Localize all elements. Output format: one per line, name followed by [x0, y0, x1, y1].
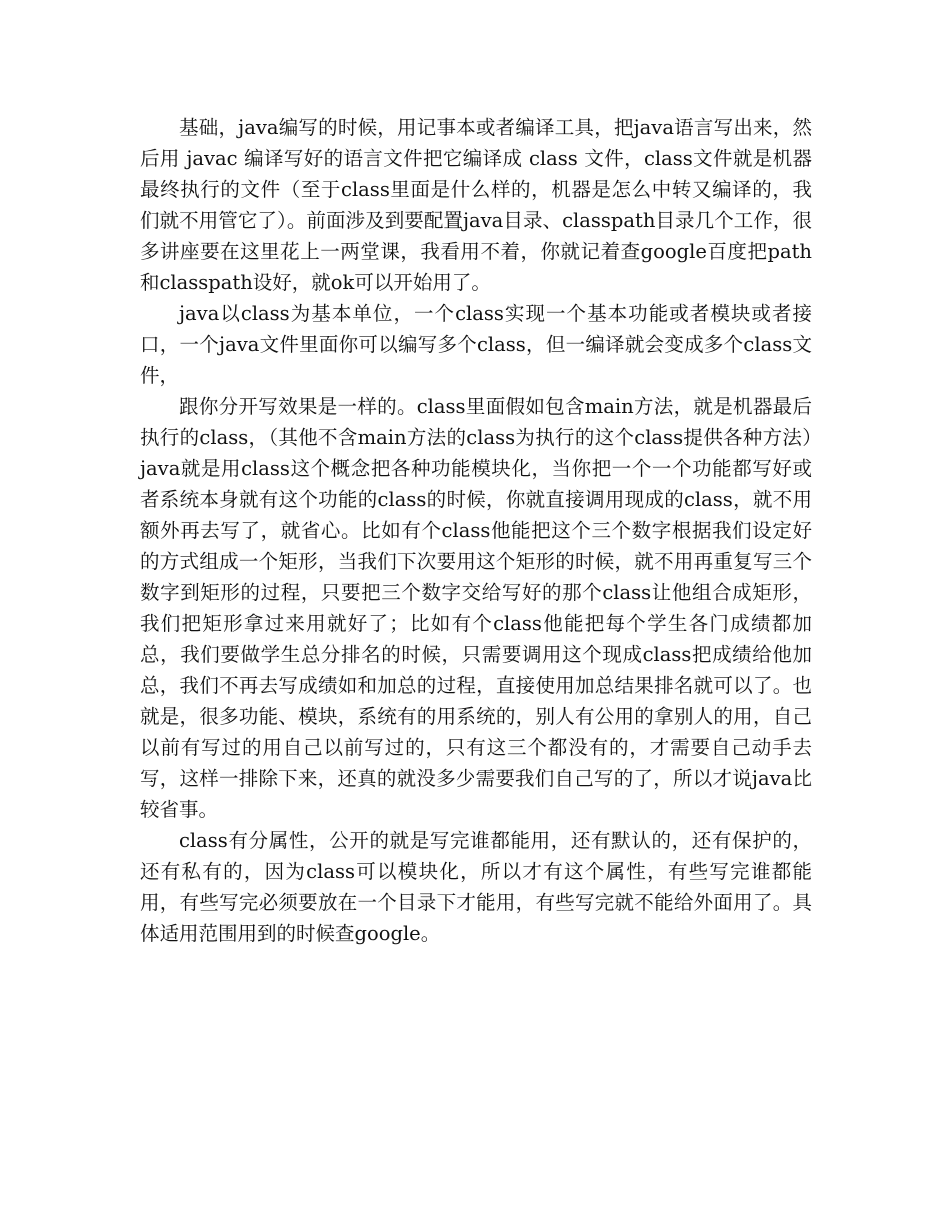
paragraph-basics: 基础，java编写的时候，用记事本或者编译工具，把java语言写出来，然后用 javac 编译写好的语言文件把它编译成 class 文件，class文件就是机器最终执行的文件（至于class里面是什么样的，机器是怎么中转又编译的，我们就不用管它了）。前面涉及到要配置java目录、classpath目录几个工作，很多讲座要在这里花上一两堂课，我看用不着，你就记着查google百度把path和classpath设好，就ok可以开始用了。 — [140, 116, 812, 294]
paragraph-class-unit: java以class为基本单位，一个class实现一个基本功能或者模块或者接口，一个java文件里面你可以编写多个class，但一编译就会变成多个class文件， — [140, 302, 812, 387]
paragraph-access-modifiers: class有分属性，公开的就是写完谁都能用，还有默认的，还有保护的，还有私有的，因为class可以模块化，所以才有这个属性，有些写完谁都能用，有些写完必须要放在一个目录下才能用，有些写完就不能给外面用了。具体适用范围用到的时候查google。 — [140, 829, 812, 945]
paragraph-modularization: 跟你分开写效果是一样的。class里面假如包含main方法，就是机器最后执行的class，（其他不含main方法的class为执行的这个class提供各种方法）java就是用class这个概念把各种功能模块化，当你把一个一个功能都写好或者系统本身就有这个功能的class的时候，你就直接调用现成的class，就不用额外再去写了，就省心。比如有个class他能把这个三个数字根据我们设定好的方式组成一个矩形，当我们下次要用这个矩形的时候，就不用再重复写三个数字到矩形的过程，只要把三个数字交给写好的那个class让他组合成矩形，我们把矩形拿过来用就好了；比如有个class他能把每个学生各门成绩都加总，我们要做学生总分排名的时候，只需要调用这个现成class把成绩给他加总，我们不再去写成绩如和加总的过程，直接使用加总结果排名就可以了。也就是，很多功能、模块，系统有的用系统的，别人有公用的拿别人的用，自己以前有写过的用自己以前写过的，只有这三个都没有的，才需要自己动手去写，这样一排除下来，还真的就没多少需要我们自己写的了，所以才说java比较省事。 — [140, 395, 812, 821]
document-page — [140, 112, 812, 949]
